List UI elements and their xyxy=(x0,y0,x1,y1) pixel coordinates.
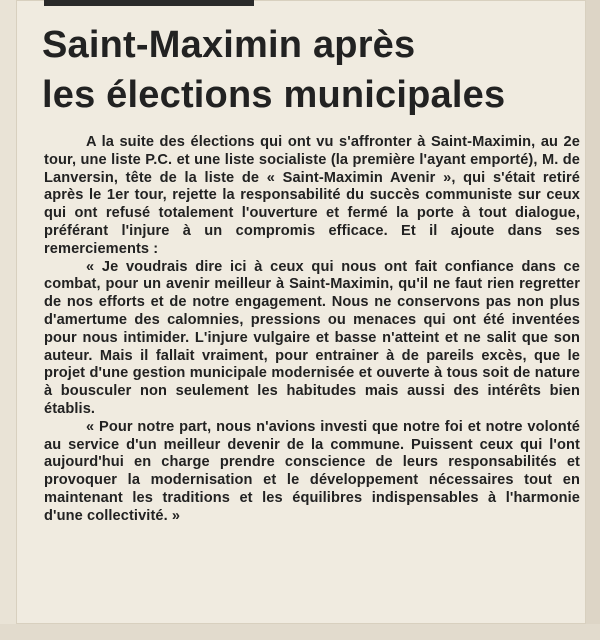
article-body xyxy=(44,134,580,526)
paragraph-3: « Pour notre part, nous n'avions investi que notre foi et notre volonté au service d'un meilleur devenir de la commune. Puissent ceux qui l'ont aujourd'hui en charge prendre conscience de leurs responsabilités et provoquer la modernisation et le développement nécessaires tout en maintenant les traditions et les équilibres indispensables à l'harmonie d'une collectivité. » xyxy=(44,418,580,524)
headline-line-1: Saint-Maximin après xyxy=(42,24,416,66)
headline xyxy=(42,20,542,120)
paragraph-1: A la suite des élections qui ont vu s'affronter à Saint-Maximin, au 2e tour, une liste P.C. et une liste socialiste (la première l'ayant emporté), M. de Lanversin, tête de la liste de « Saint-Maximin Avenir », qui s'était retiré après le 1er tour, rejette la responsabilité du succès communiste sur ceux qui ont refusé totalement l'ouverture et fermé la porte à tout dialogue, préférant l'injure à un compromis efficace. Et il ajoute dans ses remerciements : xyxy=(44,134,580,257)
scan-edge-bottom xyxy=(0,624,600,640)
scan-edge-right xyxy=(586,0,600,640)
top-rule xyxy=(44,0,254,6)
newspaper-clipping xyxy=(16,0,586,624)
headline-line-2: les élections municipales xyxy=(42,74,506,116)
paragraph-2: « Je voudrais dire ici à ceux qui nous ont fait confiance dans ce combat, pour un avenir meilleur à Saint-Maximin, qu'il ne faut rien regretter de nos efforts et de notre engagement. Nous ne conservons pas non plus d'amertume des calomnies, pressions ou menaces qui ont été inventées pour nous intimider. L'injure vulgaire et basse n'atteint et ne salit que son auteur. Mais il fallait vraiment, pour entrainer à de pareils excès, que le projet d'une gestion municipale modernisée et ouverte à tous soit de nature à bousculer non seulement les habitudes mais aussi des intérêts bien établis. xyxy=(44,258,580,417)
